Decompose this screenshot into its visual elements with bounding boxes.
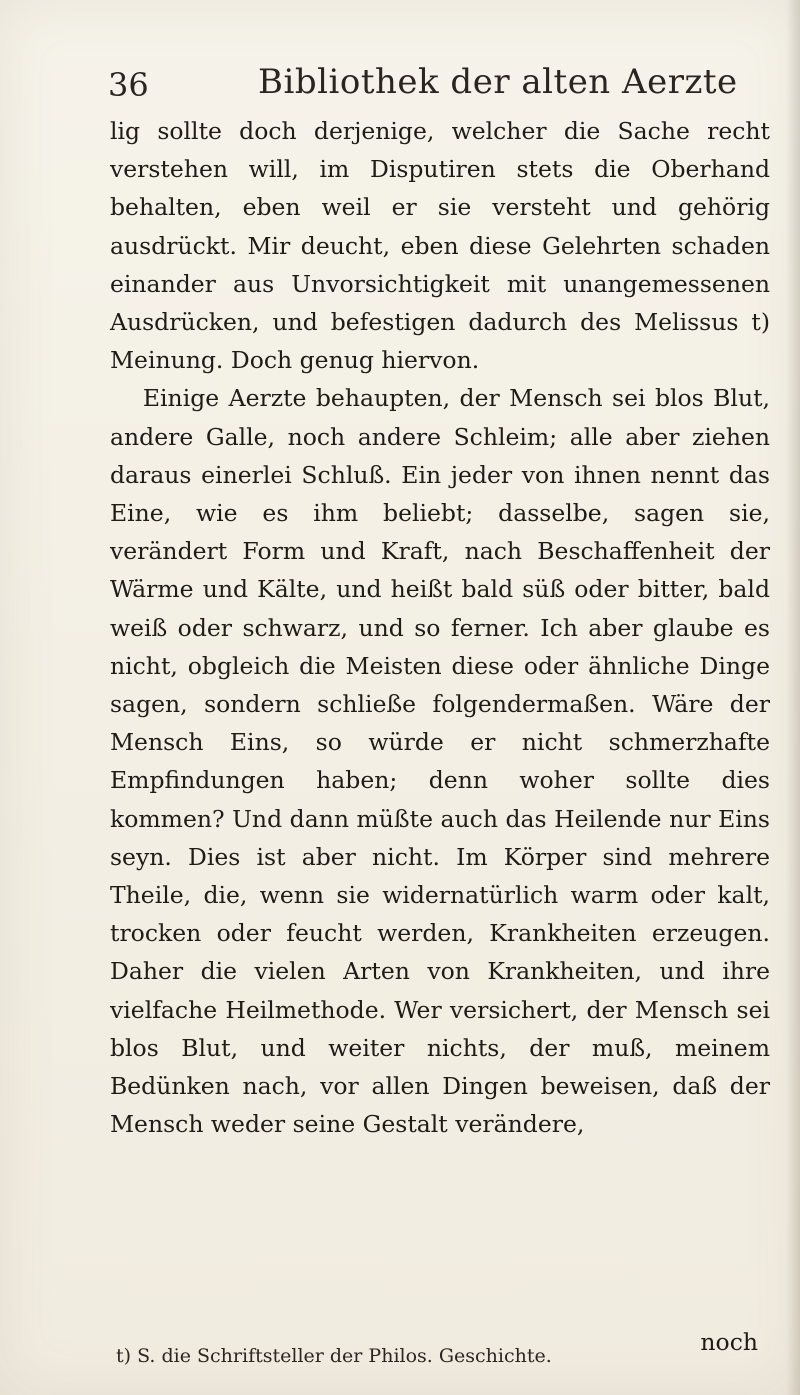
footnote: t) S. die Schriftsteller der Philos. Geschichte.: [116, 1345, 552, 1367]
running-head: [108, 62, 748, 112]
page-number: 36: [108, 66, 149, 104]
page-edge-shadow: [786, 0, 800, 1395]
paragraph-2: Einige Aerzte behaupten, der Mensch sei blos Blut, andere Galle, noch andere Schleim; alle aber ziehen daraus einerlei Schluß. Ein jeder von ihnen nennt das Eine, wie es ihm beliebt; dasselbe, sagen sie, verändert Form und Kraft, nach Beschaffenheit der Wärme und Kälte, und heißt bald süß oder bitter, bald weiß oder schwarz, und so ferner. Ich aber glaube es nicht, obgleich die Meisten diese oder ähnliche Dinge sagen, sondern schließe folgendermaßen. Wäre der Mensch Eins, so würde er nicht schmerzhafte Empfindungen haben; denn woher sollte dies kommen? Und dann müßte auch das Heilende nur Eins seyn. Dies ist aber nicht. Im Körper sind mehrere Theile, die, wenn sie widernatürlich warm oder kalt, trocken oder feucht werden, Krankheiten erzeugen. Daher die vielen Arten von Krankheiten, und ihre vielfache Heilmethode. Wer versichert, der Mensch sei blos Blut, und weiter nichts, der muß, meinem Bedünken nach, vor allen Dingen beweisen, daß der Mensch weder seine Gestalt verändere,: [110, 384, 770, 1139]
paragraph-1: lig sollte doch derjenige, welcher die Sache recht verstehen will, im Disputiren stets die Oberhand behalten, eben weil er sie versteht und gehörig ausdrückt. Mir deucht, eben diese Gelehrten schaden einander aus Unvorsichtigkeit mit unangemessenen Ausdrücken, und befestigen dadurch des Melissus t) Meinung. Doch genug hiervon.: [110, 117, 770, 375]
body-text: [110, 112, 770, 1143]
running-title: Bibliothek der alten Aerzte: [258, 62, 738, 102]
catchword: noch: [700, 1328, 758, 1356]
